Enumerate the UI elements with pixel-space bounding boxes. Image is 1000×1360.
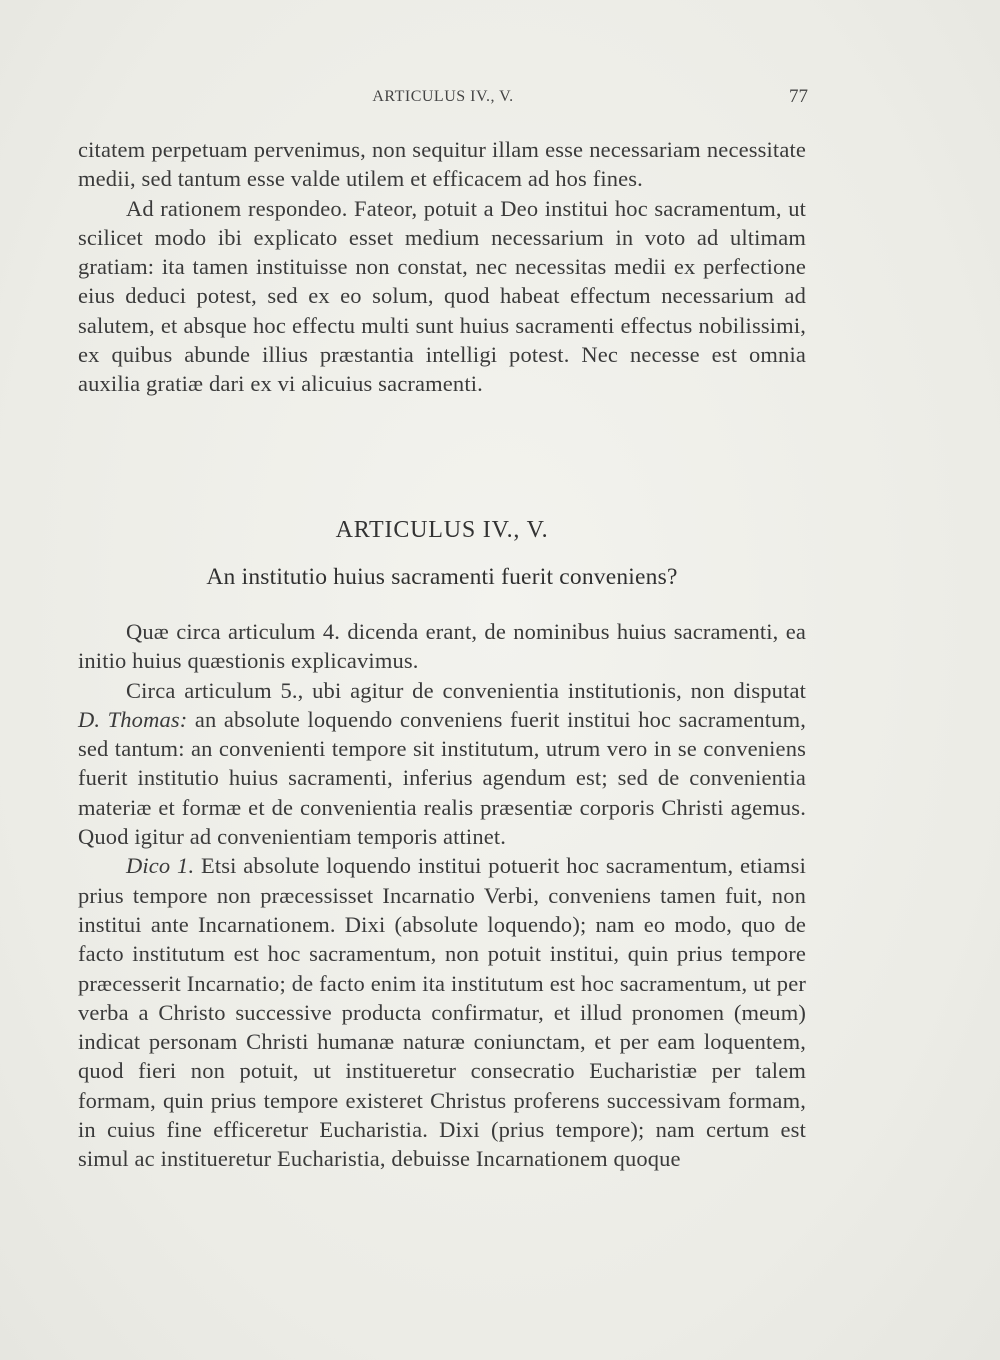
- page-number: 77: [789, 86, 808, 107]
- question-heading: An institutio huius sacramenti fuerit conveniens?: [206, 564, 678, 590]
- article-heading: ARTICULUS IV., V.: [335, 517, 549, 543]
- dico-label: Dico 1.: [126, 853, 195, 879]
- paragraph-articulum-4: Quæ circa articulum 4. dicenda erant, de nominibus huius sacramenti, ea initio huius quæstionis explicavimus.: [78, 619, 806, 674]
- text-block-bottom: [78, 617, 806, 1174]
- author-reference: D. Thomas:: [78, 706, 188, 732]
- paragraph-dico-1: [78, 851, 806, 1173]
- paragraph-dico-1-text: Etsi absolute loquendo institui potuerit hoc sacramentum, etiamsi prius tempore non præcessisset Incarnatio Verbi, conveniens tamen fuit, non institui ante Incarnationem. Dixi (absolute loquendo); nam eo modo, quo de facto institutum est hoc sacramentum, non potuit institui, quin prius tempore præcesserit Incarnatio; de facto enim ita institutum est hoc sacramentum, ut per verba a Christo successive producta confirmatur, et illud pronomen (meum) indicat personam Christi humanæ naturæ coniunctam, et per eam loquentem, quod fieri non potuit, ut institueretur consecratio Eucharistiæ per talem formam, quin prius tempore existeret Christus proferens successivam formam, in cuius fine efficeretur Eucharistia. Dixi (prius tempore); nam certum est simul ac institueretur Eucharistia, debuisse Incarnationem quoque: [78, 853, 806, 1172]
- paragraph-ad-rationem: Ad rationem respondeo. Fateor, potuit a Deo institui hoc sacramentum, ut scilicet modo ibi explicato esset medium necessarium in voto ad ultimam gratiam: ita tamen instituisse non constat, nec necessitas medii ex perfectione eius deduci potest, sed ex eo solum, quod habeat effectum necessarium ad salutem, et absque hoc effectu multi sunt huius sacramenti effectus nobilissimi, ex quibus abunde illius præstantia intelligi potest. Nec necesse est omnia auxilia gratiæ dari ex vi alicuius sacramenti.: [78, 195, 806, 397]
- text-block-top: [78, 135, 806, 399]
- running-title: ARTICULUS IV., V.: [372, 88, 514, 105]
- paragraph-articulum-5-rest: an absolute loquendo conveniens fuerit institui hoc sacramentum, sed tantum: an convenienti tempore sit institutum, utrum vero in se conveniens fuerit institutio huius sacramenti, inferius agendum est; sed de convenientia materiæ et formæ et de convenientia realis præsentiæ corporis Christi agemus. Quod igitur ad convenientiam temporis attinet.: [78, 706, 806, 850]
- paragraph-articulum-5: [78, 676, 806, 852]
- running-head: [78, 88, 808, 112]
- paragraph-articulum-5-start: Circa articulum 5., ubi agitur de convenientia institutionis, non disputat: [126, 677, 806, 703]
- paragraph-continuation: citatem perpetuam pervenimus, non sequitur illam esse necessariam necessitate medii, sed tantum esse valde utilem et efficacem ad hos fines.: [78, 137, 806, 192]
